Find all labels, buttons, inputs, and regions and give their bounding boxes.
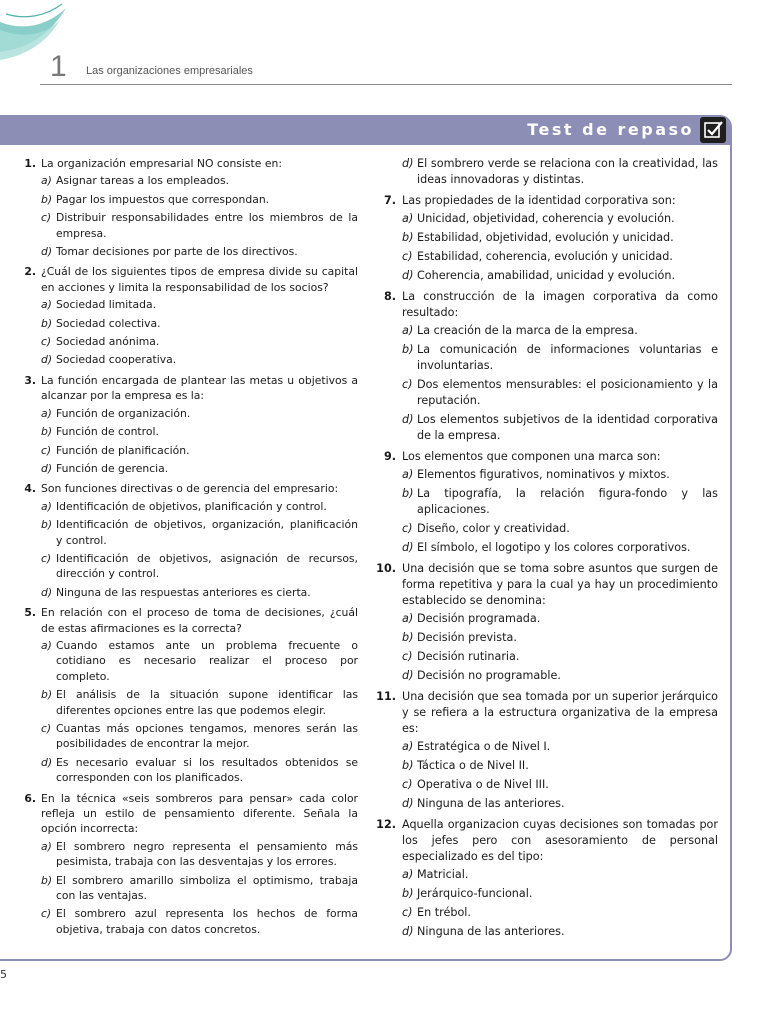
question-number: 1. [24, 157, 36, 170]
answer-option [41, 316, 358, 331]
option-letter: b) [402, 759, 414, 772]
question-text: La organización empresarial NO consiste en: [41, 157, 282, 170]
question-number: 11. [376, 690, 396, 703]
left-question-column [22, 156, 358, 942]
header-rule [40, 84, 732, 85]
answer-option [41, 334, 358, 349]
option-text: Función de gerencia. [56, 461, 169, 475]
option-letter: d) [41, 585, 53, 599]
answer-option [402, 649, 718, 665]
question-number: 4. [24, 482, 36, 496]
answer-option [402, 611, 718, 627]
answer-option [402, 323, 718, 339]
option-letter: a) [402, 740, 414, 753]
option-text: Cuantas más opciones tengamos, menores serán las posibilidades de encontrar la mejor. [56, 722, 358, 751]
answer-option [402, 886, 718, 902]
answer-option [41, 755, 358, 786]
question-text: Las propiedades de la identidad corporativa son: [402, 194, 676, 207]
option-text: Función de planificación. [56, 443, 190, 457]
option-text: Estratégica o de Nivel I. [417, 740, 551, 753]
option-text: Es necesario evaluar si los resultados obtenidos se corresponden con los planificados. [56, 755, 358, 785]
answer-option [402, 377, 718, 409]
answer-option [41, 424, 358, 439]
question-number: 8. [383, 290, 396, 303]
option-text: Identificación de objetivos, planificación y control. [56, 499, 327, 513]
option-text: Sociedad cooperativa. [56, 353, 177, 367]
answer-option [402, 467, 718, 483]
option-text: Operativa o de Nivel III. [417, 778, 549, 791]
option-letter: d) [41, 245, 53, 259]
option-text: Dos elementos mensurables: el posicionamiento y la reputación. [417, 378, 718, 407]
option-text: El sombrero amarillo simboliza el optimismo, trabaja con las ventajas. [56, 873, 358, 903]
question-number: 3. [24, 373, 36, 387]
answer-option [402, 230, 718, 246]
answer-option [41, 638, 358, 684]
question-number: 9. [383, 450, 396, 463]
right-question-column [376, 156, 718, 945]
option-letter: b) [402, 631, 414, 644]
option-text: La comunicación de informaciones voluntarias e involuntarias. [417, 343, 718, 372]
option-letter: c) [41, 211, 52, 225]
question-item [22, 156, 358, 259]
option-text: Ninguna de las anteriores. [417, 925, 565, 938]
option-letter: a) [402, 468, 414, 481]
option-letter: d) [41, 461, 53, 475]
option-letter: a) [402, 868, 414, 881]
question-text: ¿Cuál de los siguientes tipos de empresa divide su capital en acciones y limita la responsabilidad de los socios? [41, 265, 358, 294]
option-letter: a) [41, 298, 52, 312]
question-item [376, 289, 718, 444]
answer-option [402, 211, 718, 227]
option-letter: d) [402, 541, 414, 554]
answer-option [41, 906, 358, 937]
option-letter: a) [41, 638, 52, 652]
option-text: Estabilidad, objetividad, evolución y unicidad. [417, 231, 674, 244]
option-text: Sociedad limitada. [56, 298, 157, 312]
option-letter: d) [402, 413, 414, 426]
answer-option [41, 173, 358, 188]
chapter-number: 1 [50, 50, 67, 83]
answer-option [402, 905, 718, 921]
option-text: El análisis de la situación supone identificar las diferentes opciones entre las que podemos elegir. [56, 688, 358, 717]
answer-option [41, 297, 358, 312]
answer-option [402, 924, 718, 940]
option-letter: b) [402, 231, 414, 244]
question-text: La función encargada de plantear las metas u objetivos a alcanzar por la empresa es la: [41, 373, 358, 403]
option-text: Matricial. [417, 868, 469, 881]
answer-option [41, 443, 358, 458]
option-text: Estabilidad, coherencia, evolución y unicidad. [417, 250, 673, 263]
question-number: 2. [24, 265, 36, 279]
question-item [376, 156, 718, 188]
option-letter: a) [41, 499, 52, 513]
option-text: La creación de la marca de la empresa. [417, 324, 638, 337]
question-number: 10. [376, 562, 396, 575]
option-letter: b) [402, 887, 414, 900]
option-letter: a) [402, 212, 414, 225]
option-text: Decisión no programable. [417, 669, 561, 682]
option-letter: c) [41, 335, 52, 349]
question-text: Son funciones directivas o de gerencia del empresario: [41, 482, 339, 496]
option-letter: c) [402, 250, 413, 263]
option-letter: a) [402, 324, 414, 337]
answer-option [402, 796, 718, 812]
option-letter: b) [41, 873, 53, 887]
option-text: Ninguna de las respuestas anteriores es cierta. [56, 585, 311, 599]
question-number: 5. [24, 606, 36, 620]
option-letter: c) [402, 522, 413, 535]
option-text: Decisión rutinaria. [417, 650, 520, 663]
option-text: Identificación de objetivos, organización, planificación y control. [56, 518, 358, 547]
question-text: En relación con el proceso de toma de decisiones, ¿cuál de estas afirmaciones es la correcta? [41, 606, 358, 635]
chapter-title: Las organizaciones empresariales [86, 65, 253, 77]
answer-option [402, 342, 718, 374]
answer-option [41, 192, 358, 207]
banner-title: Test de repaso [527, 120, 694, 139]
option-letter: c) [402, 906, 413, 919]
option-text: Identificación de objetivos, asignación de recursos, dirección y control. [56, 551, 358, 581]
answer-option [402, 758, 718, 774]
option-text: Sociedad anónima. [56, 335, 160, 349]
option-text: Diseño, color y creatividad. [417, 522, 570, 535]
answer-option [402, 268, 718, 284]
question-item [376, 817, 718, 940]
option-letter: a) [402, 612, 414, 625]
answer-option [402, 249, 718, 265]
option-letter: a) [41, 839, 52, 853]
option-letter: b) [41, 316, 53, 330]
question-text: Aquella organizacion cuyas decisiones son tomadas por los jefes pero con asesoramiento de personal especializado es del tipo: [402, 818, 718, 863]
test-banner [0, 117, 730, 145]
answer-option [41, 687, 358, 718]
answer-option [402, 777, 718, 793]
option-text: Asignar tareas a los empleados. [56, 174, 230, 188]
answer-option [402, 668, 718, 684]
option-letter: d) [41, 353, 53, 367]
question-item [22, 264, 358, 367]
question-number: 12. [376, 818, 396, 831]
option-text: Función de organización. [56, 406, 191, 420]
option-text: Pagar los impuestos que correspondan. [56, 192, 270, 206]
option-text: Elementos figurativos, nominativos y mixtos. [417, 468, 670, 481]
answer-option [402, 156, 718, 188]
option-letter: b) [402, 343, 414, 356]
answer-option [41, 244, 358, 259]
option-letter: d) [402, 669, 414, 682]
question-text: En la técnica «seis sombreros para pensar» cada color refleja un estilo de pensamiento diferente. Señala la opción incorrecta: [41, 791, 358, 836]
option-letter: b) [41, 688, 53, 702]
question-text: Los elementos que componen una marca son: [402, 450, 661, 463]
question-item [22, 481, 358, 600]
answer-option [41, 551, 358, 582]
answer-option [41, 406, 358, 421]
option-text: El sombrero verde se relaciona con la creatividad, las ideas innovadoras y distintas. [417, 157, 718, 186]
checkbox-icon [700, 117, 726, 143]
question-item [22, 791, 358, 938]
option-text: Táctica o de Nivel II. [417, 759, 529, 772]
option-text: Sociedad colectiva. [56, 316, 161, 330]
option-text: Los elementos subjetivos de la identidad corporativa de la empresa. [417, 413, 718, 442]
option-text: Decisión prevista. [417, 631, 517, 644]
question-text: La construcción de la imagen corporativa da como resultado: [402, 290, 718, 319]
question-number: 7. [383, 194, 396, 207]
option-letter: c) [41, 551, 52, 565]
answer-option [402, 540, 718, 556]
answer-option [41, 461, 358, 476]
option-letter: d) [402, 797, 414, 810]
answer-option [41, 873, 358, 904]
option-text: La tipografía, la relación figura-fondo y las aplicaciones. [417, 487, 718, 516]
question-item [376, 193, 718, 284]
question-item [376, 449, 718, 556]
option-text: Jerárquico-funcional. [417, 887, 533, 900]
answer-option [402, 486, 718, 518]
option-text: Función de control. [56, 425, 159, 439]
option-letter: a) [41, 406, 52, 420]
option-text: Unicidad, objetividad, coherencia y evolución. [417, 212, 675, 225]
question-item [22, 373, 358, 476]
answer-option [41, 499, 358, 514]
option-text: El sombrero azul representa los hechos de forma objetiva, trabaja con datos concretos. [56, 907, 358, 936]
option-letter: d) [402, 157, 414, 170]
question-item [376, 561, 718, 684]
decorative-swoosh [0, 0, 80, 70]
answer-option [402, 867, 718, 883]
question-text: Una decisión que se toma sobre asuntos que surgen de forma repetitiva y para la cual ya hay un procedimiento establecido se denomina: [402, 562, 718, 607]
answer-option [41, 585, 358, 600]
option-text: Decisión programada. [417, 612, 541, 625]
option-letter: b) [41, 425, 53, 439]
option-letter: b) [402, 487, 414, 500]
option-text: Tomar decisiones por parte de los directivos. [56, 245, 298, 259]
answer-option [402, 412, 718, 444]
answer-option [41, 839, 358, 870]
page-number: 5 [0, 968, 7, 981]
option-text: En trébol. [417, 906, 471, 919]
answer-option [41, 210, 358, 241]
option-text: Distribuir responsabilidades entre los miembros de la empresa. [56, 211, 358, 240]
answer-option [41, 721, 358, 752]
option-letter: d) [402, 269, 414, 282]
option-letter: c) [41, 722, 52, 735]
question-item [376, 689, 718, 812]
option-letter: c) [41, 443, 52, 457]
option-letter: b) [41, 192, 53, 206]
option-letter: c) [402, 778, 413, 791]
answer-option [41, 352, 358, 367]
option-text: El símbolo, el logotipo y los colores corporativos. [417, 541, 691, 554]
answer-option [402, 739, 718, 755]
option-text: El sombrero negro representa el pensamiento más pesimista, trabaja con las desventajas y los errores. [56, 839, 358, 869]
option-text: Ninguna de las anteriores. [417, 797, 565, 810]
question-text: Una decisión que sea tomada por un superior jerárquico y se refiera a la estructura organizativa de la empresa es: [402, 690, 718, 735]
option-letter: a) [41, 174, 52, 188]
option-letter: b) [41, 518, 53, 532]
answer-option [402, 521, 718, 537]
question-number: 6. [24, 791, 36, 805]
option-letter: c) [41, 907, 52, 921]
answer-option [402, 630, 718, 646]
option-letter: d) [41, 755, 53, 769]
option-letter: c) [402, 378, 413, 391]
question-item [22, 605, 358, 785]
option-letter: c) [402, 650, 413, 663]
answer-option [41, 517, 358, 548]
option-letter: d) [402, 925, 414, 938]
option-text: Coherencia, amabilidad, unicidad y evolución. [417, 269, 676, 282]
option-text: Cuando estamos ante un problema frecuente o cotidiano es necesario realizar el proceso por completo. [56, 638, 358, 683]
